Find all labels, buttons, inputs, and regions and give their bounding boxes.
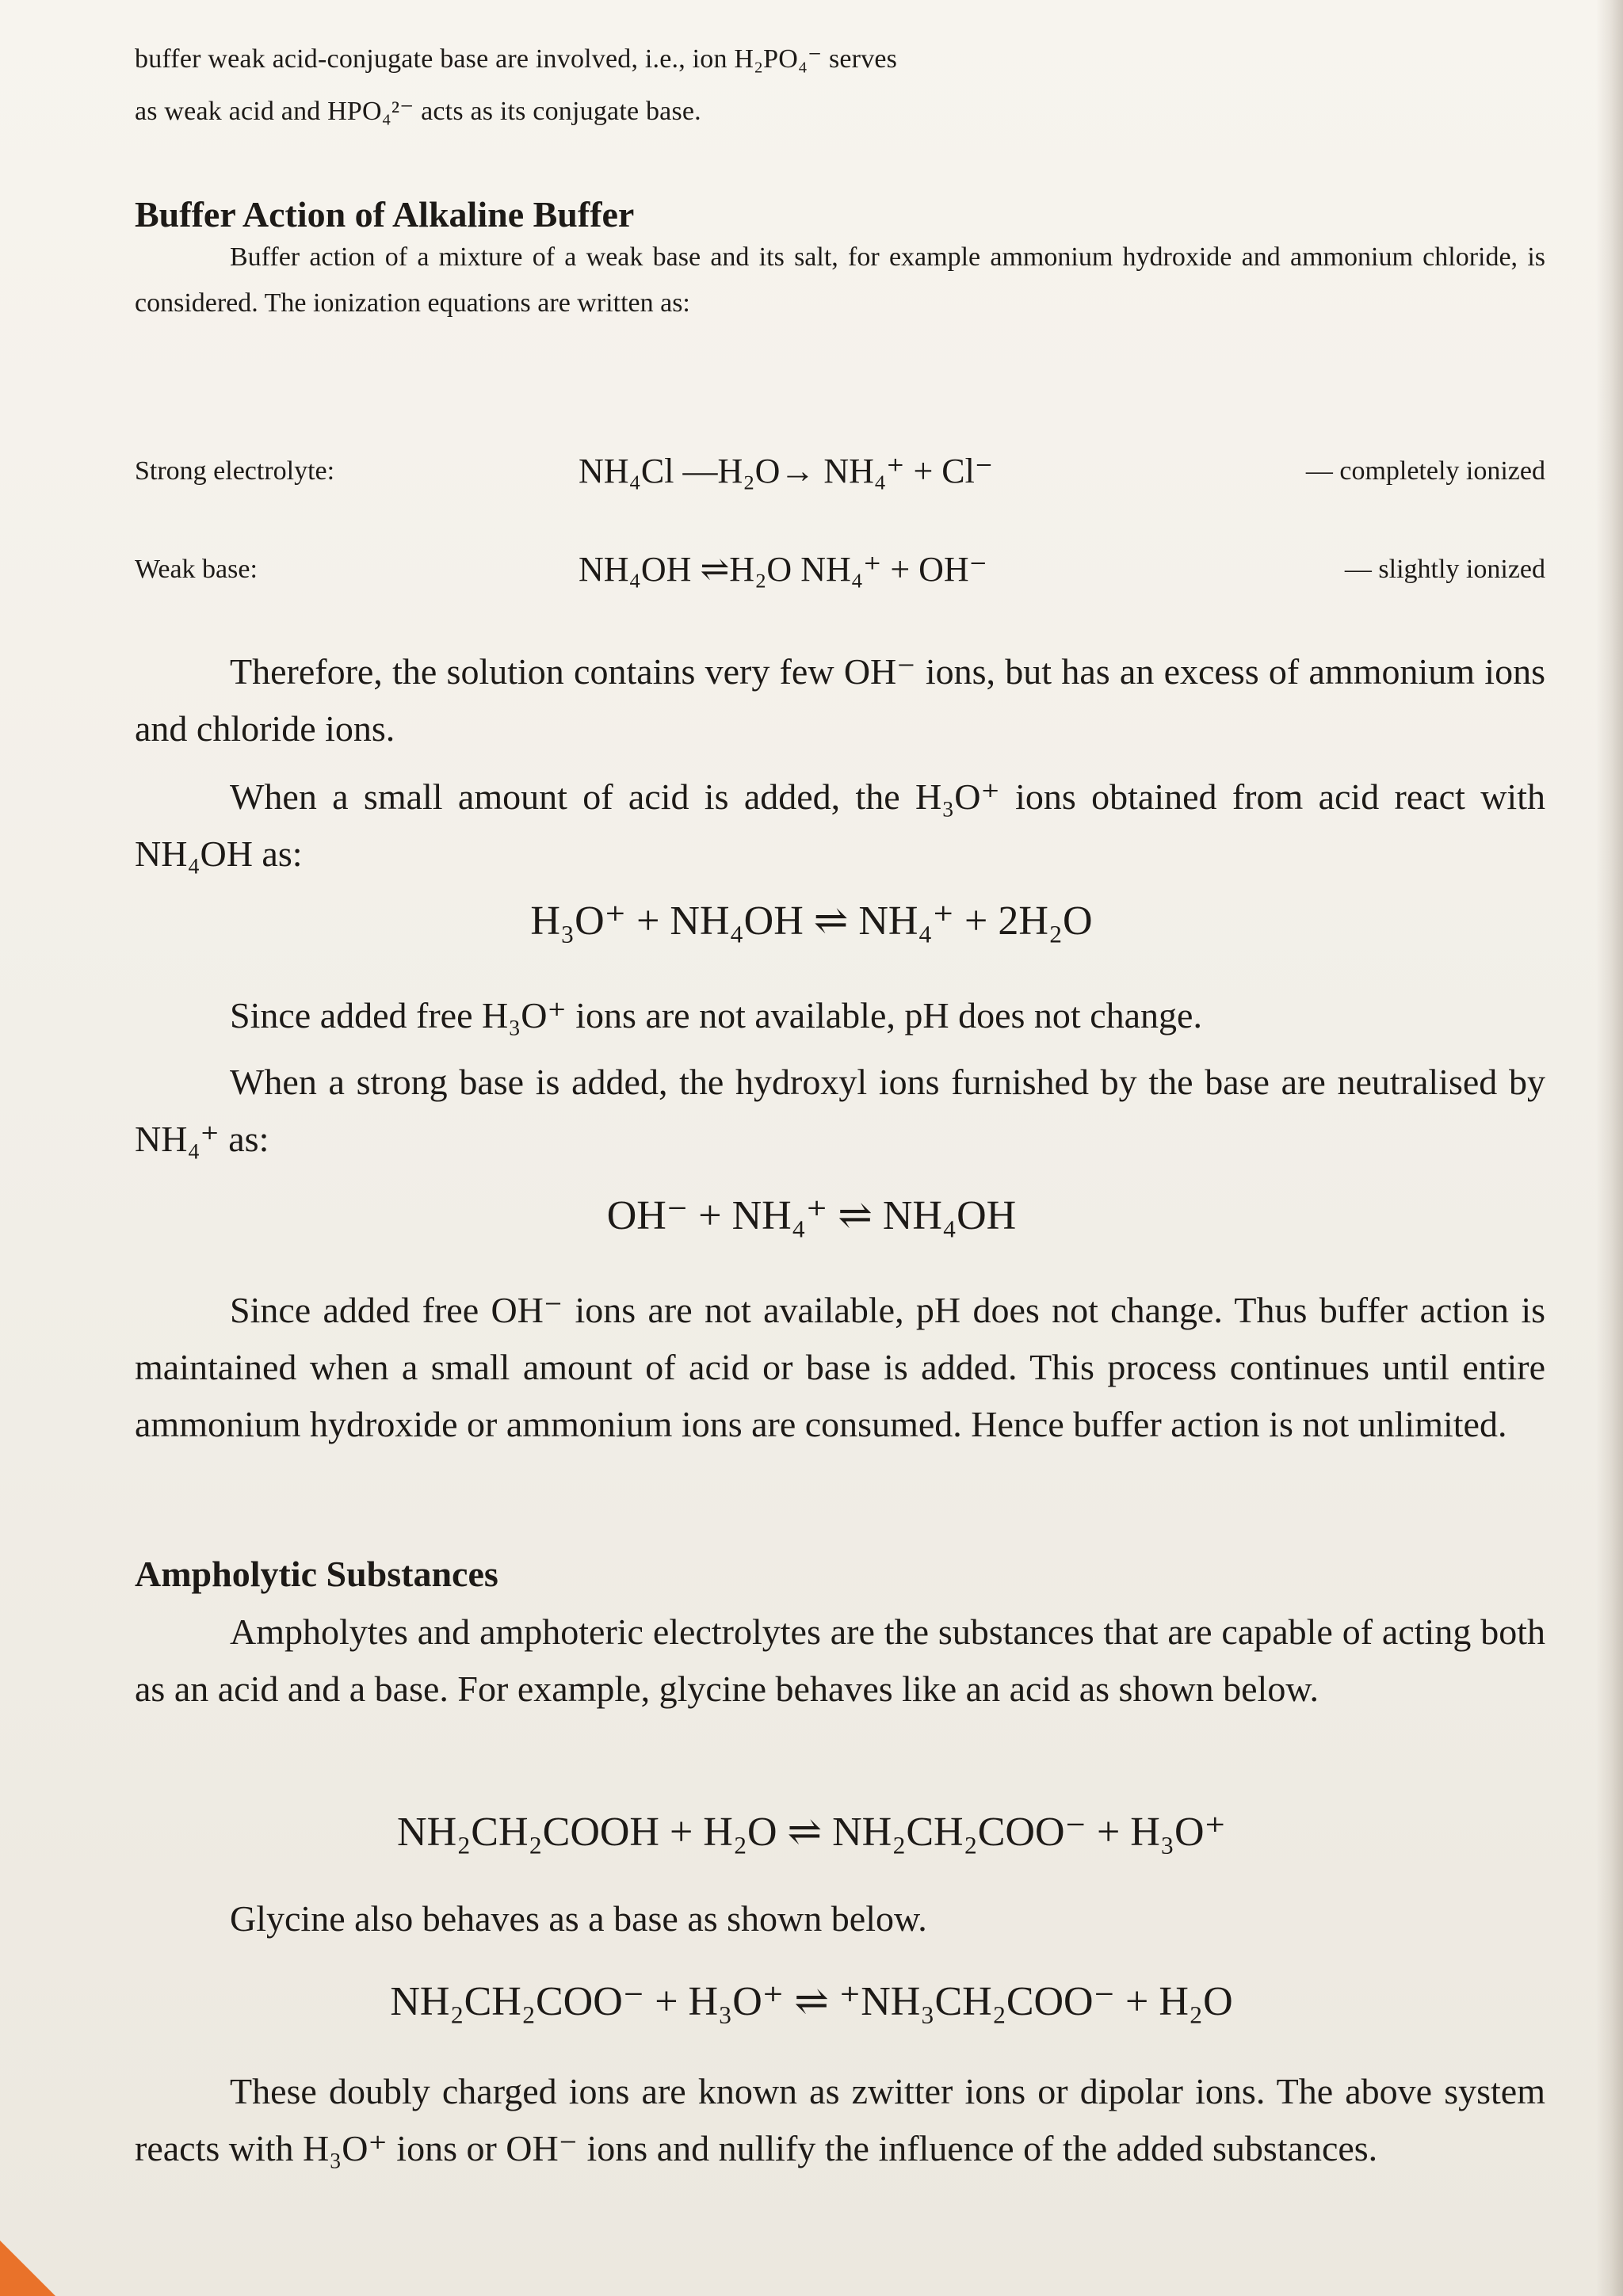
section-title-ampholytic-substances: Ampholytic Substances [135, 1554, 498, 1594]
paragraph-acid-added: When a small amount of acid is added, the H₃O⁺ ions obtained from acid react with NH₄OH as: [135, 776, 1545, 874]
paragraph-ampholytes: Ampholytes and amphoteric electrolytes are the substances that are capable of acting both as an acid and a base. For example, glycine behaves like an acid as shown below. [135, 1611, 1545, 1709]
equation-formula: NH₄Cl —H₂O→ NH₄⁺ + Cl⁻ [579, 452, 994, 490]
paragraph-buffer-unlimited: Since added free OH⁻ ions are not available, pH does not change. Thus buffer action is maintained when a small amount of acid or base is added. This process continues until entire ammonium hydroxide or ammonium ions are consumed. Hence buffer action is not unlimited. [135, 1290, 1545, 1444]
equation-label: Strong electrolyte: [135, 456, 335, 486]
equation-weak-base [135, 542, 1545, 597]
equation-formula: NH₄OH ⇌H₂O NH₄⁺ + OH⁻ [579, 550, 987, 589]
equation-label: Weak base: [135, 555, 258, 584]
paragraph-zwitter-ions: These doubly charged ions are known as zwitter ions or dipolar ions. The above system reacts with H₃O⁺ ions or OH⁻ ions and nullify the influence of the added substances. [135, 2071, 1545, 2168]
equation-formula: H₃O⁺ + NH₄OH ⇌ NH₄⁺ + 2H₂O [530, 898, 1093, 944]
page-corner-flap [0, 2241, 55, 2296]
page-edge-shadow [1596, 0, 1623, 2296]
equation-glycine-acid [0, 1805, 1623, 1860]
intro-line-1: buffer weak acid-conjugate base are involved, i.e., ion H₂PO₄⁻ serves [135, 44, 898, 74]
equation-h3o-nh4oh [0, 894, 1623, 949]
equation-glycine-base [0, 1974, 1623, 2030]
equation-note: — completely ionized [1305, 456, 1545, 486]
equation-strong-electrolyte [135, 444, 1545, 499]
intro-line-2: as weak acid and HPO₄²⁻ acts as its conjugate base. [135, 97, 701, 126]
equation-formula: NH₂CH₂COO⁻ + H₃O⁺ ⇌ ⁺NH₃CH₂COO⁻ + H₂O [390, 1979, 1233, 2024]
equation-oh-nh4 [0, 1188, 1623, 1244]
paragraph-ph-acid: Since added free H₃O⁺ ions are not available, pH does not change. [230, 995, 1202, 1035]
paragraph-glycine-base: Glycine also behaves as a base as shown below. [230, 1898, 927, 1939]
section-title-alkaline-buffer: Buffer Action of Alkaline Buffer [135, 194, 635, 235]
equation-note: — slightly ionized [1344, 555, 1545, 584]
paragraph-oh-ions: Therefore, the solution contains very few OH⁻ ions, but has an excess of ammonium ions and chloride ions. [135, 651, 1545, 749]
equation-formula: NH₂CH₂COOH + H₂O ⇌ NH₂CH₂COO⁻ + H₃O⁺ [397, 1810, 1226, 1855]
paragraph-base-added: When a strong base is added, the hydroxyl ions furnished by the base are neutralised by NH₄⁺ as: [135, 1062, 1545, 1159]
alkaline-buffer-paragraph: Buffer action of a mixture of a weak base and its salt, for example ammonium hydroxide and ammonium chloride, is considered. The ionization equations are written as: [135, 242, 1545, 318]
equation-formula: OH⁻ + NH₄⁺ ⇌ NH₄OH [606, 1193, 1017, 1238]
